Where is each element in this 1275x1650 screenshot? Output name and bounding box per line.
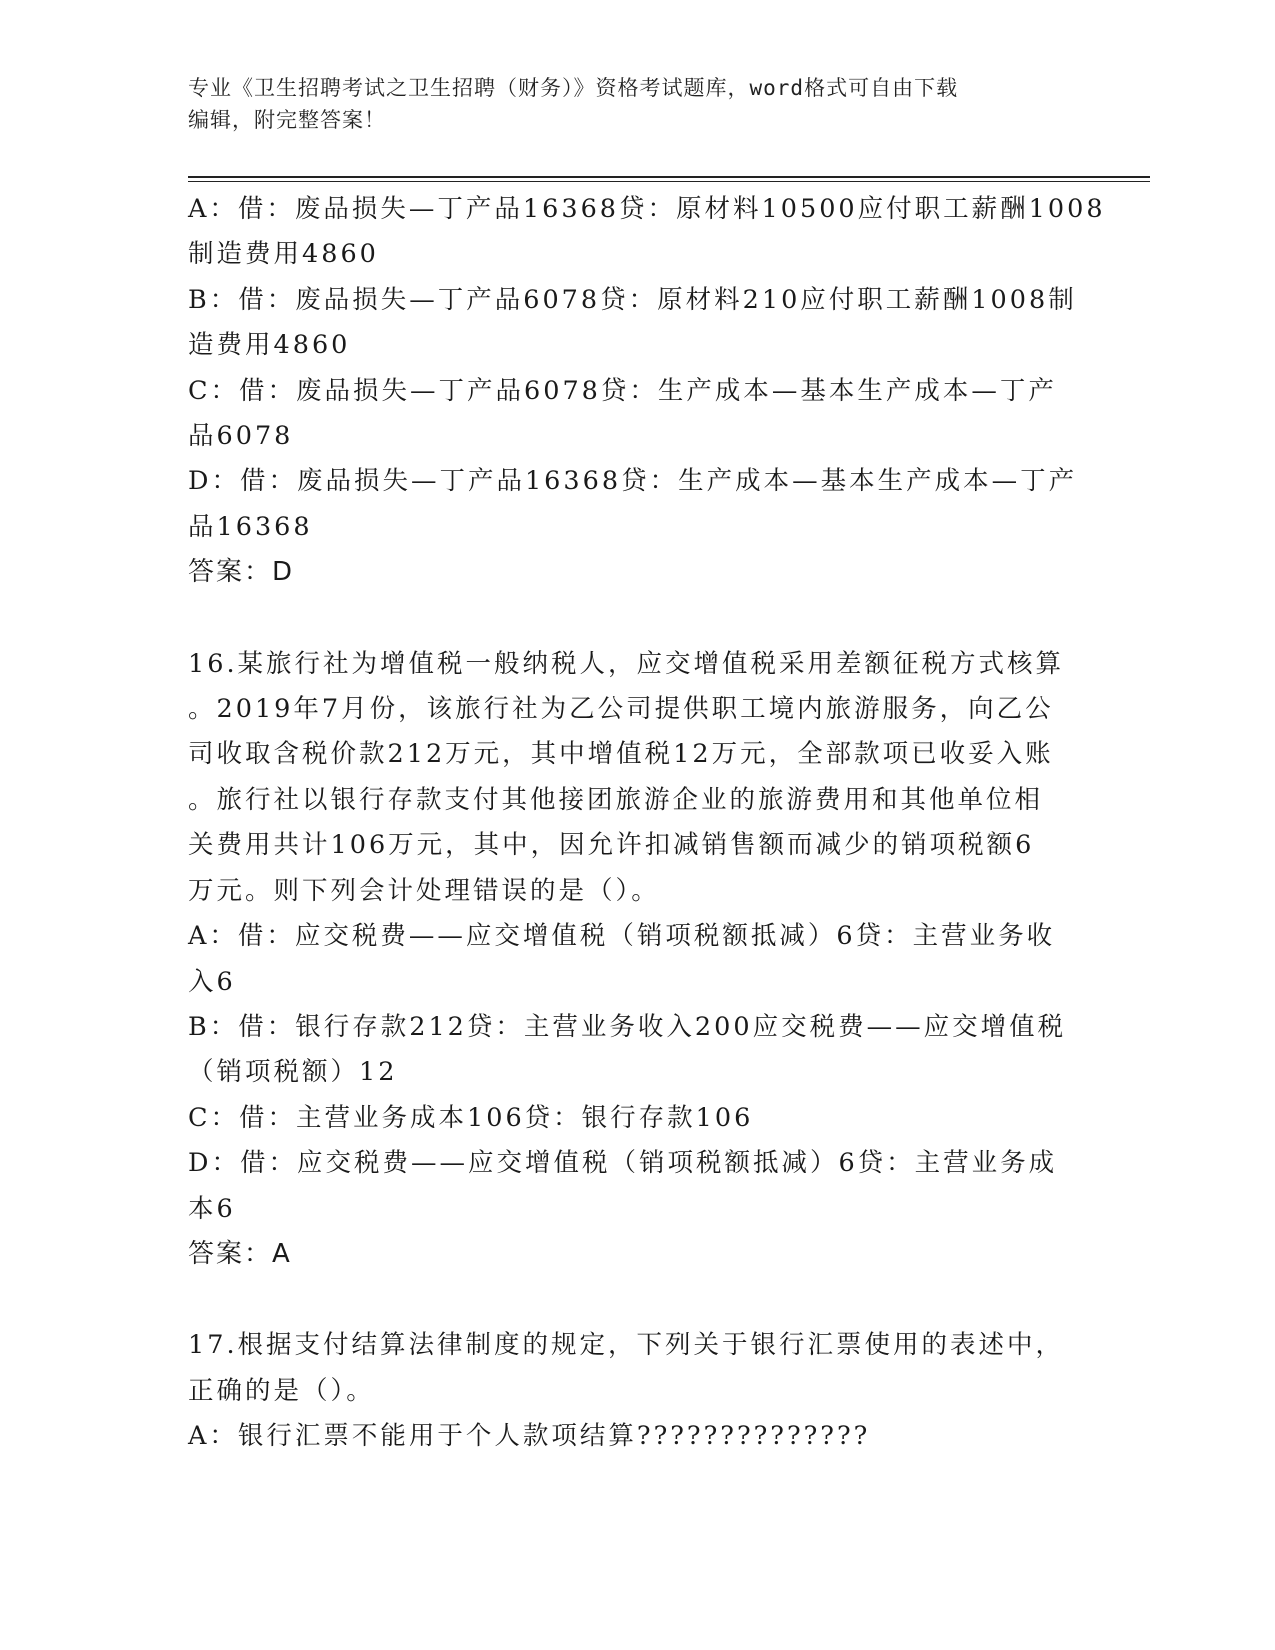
question-stem-line: 16.某旅行社为增值税一般纳税人，应交增值税采用差额征税方式核算 [188, 648, 1065, 679]
spacer [188, 1277, 1093, 1323]
question-stem-line: 正确的是（）。 [188, 1375, 375, 1406]
question-stem-line: 。旅行社以银行存款支付其他接团旅游企业的旅游费用和其他单位相 [188, 784, 1044, 815]
question-17 [188, 1323, 1093, 1459]
question-16 [188, 642, 1093, 1278]
page-header [188, 72, 1068, 136]
option-a: A：借：应交税费——应交增值税（销项税额抵减）6贷：主营业务收 [188, 921, 1056, 952]
question-stem-line: 。2019年7月份，该旅行社为乙公司提供职工境内旅游服务，向乙公 [188, 694, 1054, 725]
question-stem-line: 司收取含税价款212万元，其中增值税12万元，全部款项已收妥入账 [188, 739, 1054, 770]
header-line: 专业《卫生招聘考试之卫生招聘（财务）》资格考试题库，word格式可自由下载 [188, 76, 959, 100]
question-stem-line: 关费用共计106万元，其中，因允许扣减销售额而减少的销项税额6 [188, 830, 1035, 861]
option-d-cont: 品16368 [188, 511, 313, 542]
option-d: D：借：废品损失—丁产品16368贷：生产成本—基本生产成本—丁产 [188, 466, 1078, 497]
option-a-cont: 制造费用4860 [188, 239, 379, 270]
option-d: D：借：应交税费——应交增值税（销项税额抵减）6贷：主营业务成 [188, 1148, 1058, 1179]
option-d-cont: 本6 [188, 1193, 236, 1224]
answer-15: 答案：D [188, 557, 295, 588]
option-a: A：银行汇票不能用于个人款项结算?????????????? [188, 1421, 871, 1452]
spacer [188, 596, 1093, 642]
question-stem-line: 万元。则下列会计处理错误的是（）。 [188, 875, 660, 906]
header-divider-thin [188, 181, 1150, 182]
option-c: C：借：废品损失—丁产品6078贷：生产成本—基本生产成本—丁产 [188, 375, 1057, 406]
option-b-cont: 造费用4860 [188, 330, 351, 361]
option-b: B：借：废品损失—丁产品6078贷：原材料210应付职工薪酬1008制 [188, 284, 1077, 315]
option-a: A：借：废品损失—丁产品16368贷：原材料10500应付职工薪酬1008 [188, 194, 1106, 224]
header-divider [188, 176, 1150, 178]
option-c-cont: 品6078 [188, 421, 294, 452]
option-a-cont: 入6 [188, 966, 236, 997]
option-c: C：借：主营业务成本106贷：银行存款106 [188, 1102, 754, 1133]
question-content [188, 187, 1106, 1460]
option-b: B：借：银行存款212贷：主营业务收入200应交税费——应交增值税 [188, 1011, 1067, 1042]
answer-16: 答案：A [188, 1238, 292, 1269]
question-15-options [188, 187, 1106, 596]
question-stem-line: 17.根据支付结算法律制度的规定，下列关于银行汇票使用的表述中， [188, 1330, 1065, 1361]
header-line: 编辑，附完整答案！ [188, 108, 386, 132]
option-b-cont: （销项税额）12 [188, 1057, 398, 1088]
